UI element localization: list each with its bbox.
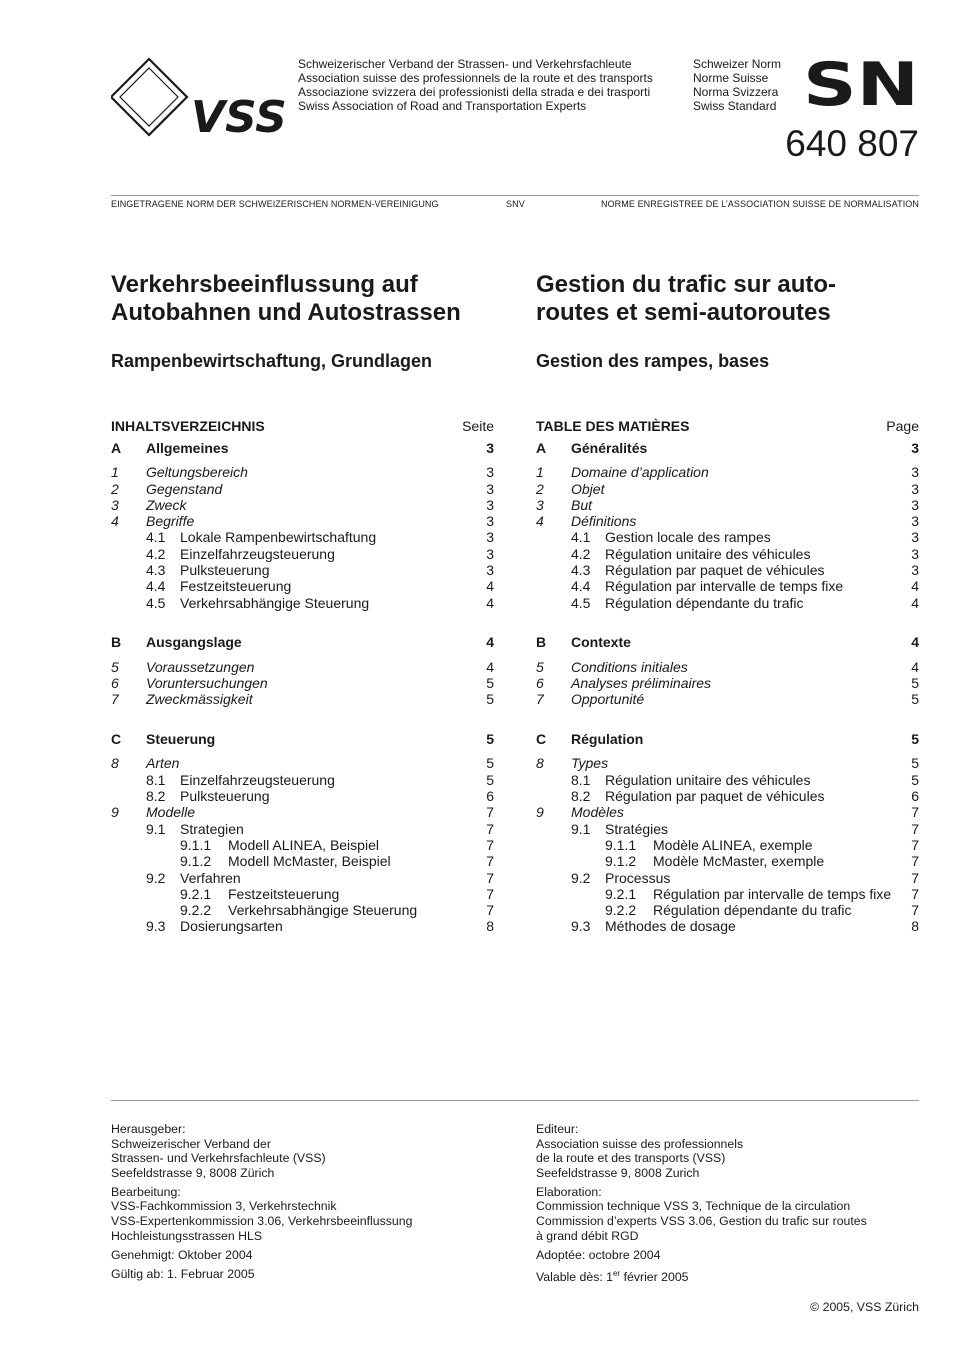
toc-entry-title: Steuerung xyxy=(146,731,216,748)
toc-entry-page: 7 xyxy=(911,853,919,870)
toc-entry-page: 3 xyxy=(486,440,494,456)
toc-entry xyxy=(536,837,919,853)
registration-fr: NORME ENREGISTREE DE L’ASSOCIATION SUISSE DE NORMALISATION xyxy=(600,199,919,209)
toc-entry-page: 4 xyxy=(911,634,919,651)
toc-entry-num: 4.4 xyxy=(571,578,591,595)
toc-entry-num: C xyxy=(536,731,547,748)
toc-entry-page: 3 xyxy=(486,480,494,497)
toc-entry-num: 8.2 xyxy=(571,788,591,805)
toc-entry-num: A xyxy=(111,440,122,456)
toc-entry xyxy=(536,772,919,788)
toc-entry-num: 3 xyxy=(111,496,119,513)
title-fr xyxy=(536,271,836,327)
toc-entry-title: Stratégies xyxy=(605,820,669,837)
toc-entry-page: 7 xyxy=(911,836,919,853)
toc-entry-num: A xyxy=(536,440,547,456)
toc-entry-num: 9.2.1 xyxy=(180,885,212,902)
toc-entry xyxy=(111,513,494,529)
norm-name: Schweizer Norm xyxy=(693,57,782,71)
toc-entry xyxy=(536,691,919,707)
toc-entry-title: Processus xyxy=(605,869,671,886)
toc-entry xyxy=(111,788,494,804)
toc-section xyxy=(111,731,494,747)
toc-header xyxy=(111,418,494,440)
toc-entry xyxy=(536,529,919,545)
toc-entry xyxy=(111,464,494,480)
toc-section xyxy=(536,440,919,456)
toc-entry-num: 6 xyxy=(111,675,119,692)
toc-entry-num: 4.1 xyxy=(571,529,591,546)
toc-entry-page: 5 xyxy=(911,675,919,692)
toc-entry xyxy=(111,804,494,820)
toc-rows xyxy=(536,440,919,935)
toc-spacer xyxy=(111,611,494,635)
toc-entry-num: 8.1 xyxy=(571,771,591,788)
toc-entry-page: 4 xyxy=(911,578,919,595)
toc-spacer xyxy=(111,456,494,464)
toc-entry-num: 9.1 xyxy=(571,820,591,837)
title-line: Verkehrsbeeinflussung auf xyxy=(111,271,418,298)
toc-entry-num: 7 xyxy=(536,691,544,708)
copyright: © 2005, VSS Zürich xyxy=(810,1300,919,1314)
toc-entry-title: Lokale Rampenbewirtschaftung xyxy=(180,529,377,546)
subtitle-fr: Gestion des rampes, bases xyxy=(536,351,770,371)
toc-entry-page: 3 xyxy=(911,562,919,579)
imprint-line: Hochleistungsstrassen HLS xyxy=(111,1228,263,1243)
toc-entry-title: Einzelfahrzeugsteuerung xyxy=(180,771,335,788)
imprint-line: Schweizerischer Verband der xyxy=(111,1136,271,1151)
toc-entry-num: 1 xyxy=(111,464,119,481)
toc-entry-num: 4.2 xyxy=(146,545,166,562)
toc-entry xyxy=(536,902,919,918)
toc-entry-num: 9.1.1 xyxy=(180,836,212,853)
imprint-block xyxy=(111,1248,412,1263)
toc-entry-num: 4 xyxy=(536,513,544,530)
toc-entry-page: 5 xyxy=(486,731,494,748)
toc-entry-num: 4.2 xyxy=(571,545,591,562)
imprint-block xyxy=(536,1122,867,1180)
toc-entry-num: 9 xyxy=(536,804,544,821)
toc-entry xyxy=(536,497,919,513)
toc-entry-title: Modell McMaster, Beispiel xyxy=(228,853,391,870)
toc-entry xyxy=(111,578,494,594)
toc-entry-title: Einzelfahrzeugsteuerung xyxy=(180,545,335,562)
imprint-line: VSS-Fachkommission 3, Verkehrstechnik xyxy=(111,1199,337,1214)
imprint-block xyxy=(536,1185,867,1243)
toc-entry-title: Régulation unitaire des véhicules xyxy=(605,545,811,562)
sn-mark-text: SN xyxy=(803,58,919,108)
subtitle-de: Rampenbewirtschaftung, Grundlagen xyxy=(111,351,433,371)
toc-entry xyxy=(111,529,494,545)
toc-entry-num: 9.2 xyxy=(571,869,591,886)
toc-entry-page: 3 xyxy=(911,529,919,546)
toc-entry-title: Régulation dépendante du trafic xyxy=(653,902,852,919)
toc-entry xyxy=(536,918,919,934)
association-line: Schweizerischer Verband der Strassen- und Verkehrsfachleute xyxy=(298,57,632,71)
imprint-line: Strassen- und Verkehrsfachleute (VSS) xyxy=(111,1151,326,1166)
toc-entry-page: 4 xyxy=(486,578,494,595)
toc-entry-title: Opportunité xyxy=(571,691,645,708)
imprint-line: Editeur: xyxy=(536,1122,579,1136)
imprint-line: Genehmigt: Oktober 2004 xyxy=(111,1247,253,1262)
toc-entry-title: Arten xyxy=(146,755,180,772)
header-divider xyxy=(111,195,919,196)
toc-entry-num: 9.1.1 xyxy=(605,836,637,853)
toc-entry xyxy=(536,578,919,594)
toc-entry-num: 5 xyxy=(111,658,119,675)
toc-entry-page: 6 xyxy=(911,788,919,805)
toc-entry-title: Pulksteuerung xyxy=(180,562,270,579)
toc-rows xyxy=(111,440,494,935)
imprint-line: Elaboration: xyxy=(536,1184,602,1199)
imprint-block xyxy=(536,1248,867,1263)
toc-entry-page: 3 xyxy=(486,529,494,546)
toc-entry-page: 3 xyxy=(911,480,919,497)
toc-entry-page: 5 xyxy=(911,731,919,748)
toc-entry-title: Allgemeines xyxy=(146,440,229,456)
association-line: Association suisse des professionnels de la route et des transports xyxy=(298,71,653,85)
toc-entry-title: Zweck xyxy=(146,496,187,513)
toc-entry-title: Régulation unitaire des véhicules xyxy=(605,771,811,788)
toc-entry-num: 9 xyxy=(111,804,119,821)
toc-spacer xyxy=(536,456,919,464)
logo-lettering: VSS xyxy=(191,92,287,139)
toc-entry xyxy=(536,886,919,902)
toc-entry-page: 5 xyxy=(486,691,494,708)
toc-entry-num: 4.3 xyxy=(571,562,591,579)
toc-entry-page: 5 xyxy=(486,675,494,692)
toc-entry-num: 8 xyxy=(536,755,544,772)
toc-spacer xyxy=(536,611,919,635)
toc-heading: TABLE DES MATIÈRES xyxy=(536,418,690,434)
toc-entry xyxy=(536,821,919,837)
toc-entry-title: Régulation par intervalle de temps fixe xyxy=(653,885,892,902)
toc-entry-title: Modell ALINEA, Beispiel xyxy=(228,836,379,853)
toc-entry-title: Régulation par paquet de véhicules xyxy=(605,788,825,805)
toc-entry-num: 4.1 xyxy=(146,529,166,546)
toc-entry xyxy=(536,595,919,611)
toc-entry xyxy=(536,562,919,578)
toc-entry-num: 4 xyxy=(111,513,119,530)
toc-entry-num: 3 xyxy=(536,496,544,513)
toc-entry-num: 4.5 xyxy=(146,594,166,611)
toc-entry-title: Voraussetzungen xyxy=(146,658,255,675)
toc-entry-num: 9.1.2 xyxy=(180,853,212,870)
title-de xyxy=(111,271,461,327)
toc-entry-title: Régulation par intervalle de temps fixe xyxy=(605,578,844,595)
association-line: Swiss Association of Road and Transportation Experts xyxy=(298,99,587,113)
toc-entry-page: 3 xyxy=(911,464,919,481)
toc-entry-page: 5 xyxy=(486,755,494,772)
toc-entry-num: 2 xyxy=(536,480,544,497)
toc-entry-page: 3 xyxy=(911,496,919,513)
toc-entry-title: Voruntersuchungen xyxy=(146,675,268,692)
toc-entry xyxy=(111,481,494,497)
toc-entry-title: Verfahren xyxy=(180,869,241,886)
toc-entry-page: 3 xyxy=(486,562,494,579)
toc-entry-title: Geltungsbereich xyxy=(146,464,248,481)
toc-entry-num: B xyxy=(536,634,547,651)
imprint-line: Bearbeitung: xyxy=(111,1184,181,1199)
sn-mark xyxy=(803,58,919,108)
norm-names xyxy=(693,57,781,113)
toc-entry xyxy=(536,788,919,804)
toc-entry-title: Verkehrsabhängige Steuerung xyxy=(180,594,370,611)
footer-divider xyxy=(111,1100,919,1101)
imprint-line: Association suisse des professionnels xyxy=(536,1136,744,1151)
toc-entry xyxy=(536,464,919,480)
imprint-line: Seefeldstrasse 9, 8008 Zurich xyxy=(536,1165,700,1180)
toc-entry-num: 9.1.2 xyxy=(605,853,637,870)
imprint-line: Seefeldstrasse 9, 8008 Zürich xyxy=(111,1165,275,1180)
toc-entry-page: 3 xyxy=(911,545,919,562)
association-names xyxy=(298,57,653,113)
toc-entry xyxy=(536,659,919,675)
toc-entry-num: 8.1 xyxy=(146,771,166,788)
norm-name: Norma Svizzera xyxy=(693,85,779,99)
toc-entry-title: Zweckmässigkeit xyxy=(146,691,253,708)
toc-entry xyxy=(111,886,494,902)
toc-entry xyxy=(536,853,919,869)
toc-entry-page: 3 xyxy=(911,440,919,456)
imprint-line: Herausgeber: xyxy=(111,1122,186,1136)
toc-entry-num: 9.1 xyxy=(146,820,166,837)
toc-entry-page: 7 xyxy=(911,885,919,902)
toc-entry-title: Modèle McMaster, exemple xyxy=(653,853,825,870)
toc-entry-num: 5 xyxy=(536,658,544,675)
title-line: Autobahnen und Autostrassen xyxy=(111,299,461,326)
toc-spacer xyxy=(536,651,919,659)
toc-entry-title: Pulksteuerung xyxy=(180,788,270,805)
toc-entry xyxy=(536,675,919,691)
toc-entry-num: 4.3 xyxy=(146,562,166,579)
toc-header xyxy=(536,418,919,440)
toc-entry-page: 5 xyxy=(911,755,919,772)
toc-fr xyxy=(536,418,919,935)
toc-entry-title: Conditions initiales xyxy=(571,658,688,675)
toc-entry-title: Festzeitsteuerung xyxy=(228,885,340,902)
toc-entry-title: Strategien xyxy=(180,820,244,837)
imprint-line: Adoptée: octobre 2004 xyxy=(536,1247,661,1262)
standard-number: 640 807 xyxy=(785,123,919,164)
imprint-blocks xyxy=(536,1122,867,1262)
toc-entry-title: Régulation dépendante du trafic xyxy=(605,594,804,611)
imprint-block xyxy=(111,1122,412,1180)
toc-spacer xyxy=(111,708,494,732)
toc-entry-page: 3 xyxy=(486,464,494,481)
toc-entry-page: 8 xyxy=(911,918,919,935)
toc-entry-title: Régulation par paquet de véhicules xyxy=(605,562,825,579)
toc-entry-title: Festzeitsteuerung xyxy=(180,578,292,595)
toc-entry-page: 7 xyxy=(486,869,494,886)
toc-spacer xyxy=(111,651,494,659)
toc-de xyxy=(111,418,494,935)
toc-entry-num: 9.2 xyxy=(146,869,166,886)
imprint-line: à grand débit RGD xyxy=(536,1228,639,1243)
toc-entry-page: 4 xyxy=(911,594,919,611)
imprint-line: Commission d’experts VSS 3.06, Gestion du trafic sur routes xyxy=(536,1214,867,1229)
toc-entry xyxy=(111,755,494,771)
toc-entry xyxy=(111,902,494,918)
toc-entry-page: 7 xyxy=(486,820,494,837)
toc-entry xyxy=(111,821,494,837)
imprint-line: VSS-Expertenkommission 3.06, Verkehrsbeeinflussung xyxy=(111,1214,413,1229)
toc-section xyxy=(536,731,919,747)
toc-entry-page: 4 xyxy=(911,658,919,675)
toc-page-label: Seite xyxy=(462,418,494,434)
toc-entry-title: Objet xyxy=(571,480,605,497)
toc-entry xyxy=(111,562,494,578)
toc-entry xyxy=(111,546,494,562)
imprint-de xyxy=(111,1122,412,1286)
toc-entry-num: 9.3 xyxy=(571,918,591,935)
toc-entry-page: 4 xyxy=(486,658,494,675)
toc-entry-num: 6 xyxy=(536,675,544,692)
toc-entry-page: 7 xyxy=(486,902,494,919)
toc-entry-page: 7 xyxy=(486,804,494,821)
toc-entry-page: 6 xyxy=(486,788,494,805)
toc-entry xyxy=(111,837,494,853)
toc-entry-title: But xyxy=(571,496,593,513)
toc-entry xyxy=(111,659,494,675)
toc-entry-num: 8.2 xyxy=(146,788,166,805)
toc-entry-title: Gestion locale des rampes xyxy=(605,529,771,546)
toc-entry-title: Généralités xyxy=(571,440,648,456)
toc-entry xyxy=(536,804,919,820)
registration-snv: SNV xyxy=(506,199,525,209)
toc-entry-title: Analyses préliminaires xyxy=(571,675,712,692)
toc-entry-num: 9.2.2 xyxy=(605,902,637,919)
toc-entry-title: Modelle xyxy=(146,804,196,821)
toc-entry-title: Modèle ALINEA, exemple xyxy=(653,836,813,853)
toc-entry-title: Méthodes de dosage xyxy=(605,918,736,935)
toc-entry xyxy=(536,755,919,771)
toc-entry-page: 4 xyxy=(486,594,494,611)
toc-entry-title: Domaine d’application xyxy=(571,464,709,481)
toc-entry-title: Modèles xyxy=(571,804,624,821)
toc-entry-num: 4.4 xyxy=(146,578,166,595)
toc-entry-title: Gegenstand xyxy=(146,480,223,497)
toc-spacer xyxy=(536,708,919,732)
toc-entry-num: 9.2.1 xyxy=(605,885,637,902)
imprint-block xyxy=(111,1267,412,1282)
toc-entry-num: 4.5 xyxy=(571,594,591,611)
toc-entry-num: C xyxy=(111,731,122,748)
toc-entry xyxy=(111,497,494,513)
imprint-fr xyxy=(536,1122,867,1289)
toc-entry xyxy=(111,918,494,934)
toc-entry-num: 8 xyxy=(111,755,119,772)
toc-entry-page: 3 xyxy=(486,545,494,562)
toc-entry xyxy=(111,675,494,691)
imprint-line: Commission technique VSS 3, Technique de la circulation xyxy=(536,1199,851,1214)
toc-entry-page: 3 xyxy=(911,513,919,530)
toc-entry xyxy=(536,546,919,562)
toc-entry-num: 1 xyxy=(536,464,544,481)
toc-entry-page: 7 xyxy=(486,885,494,902)
toc-entry-num: 9.3 xyxy=(146,918,166,935)
toc-entry-num: 2 xyxy=(111,480,119,497)
toc-entry-title: Ausgangslage xyxy=(146,634,242,651)
toc-spacer xyxy=(111,747,494,755)
toc-entry-page: 5 xyxy=(911,691,919,708)
toc-entry-page: 7 xyxy=(486,853,494,870)
toc-page-label: Page xyxy=(886,418,919,434)
norm-name: Swiss Standard xyxy=(693,99,777,113)
toc-entry xyxy=(536,870,919,886)
association-line: Associazione svizzera dei professionisti della strada e dei trasporti xyxy=(298,85,651,99)
toc-entry-title: Verkehrsabhängige Steuerung xyxy=(228,902,418,919)
toc-entry-page: 7 xyxy=(911,869,919,886)
toc-entry xyxy=(111,870,494,886)
toc-entry-num: B xyxy=(111,634,122,651)
toc-entry-page: 5 xyxy=(486,771,494,788)
toc-section xyxy=(111,440,494,456)
toc-entry-page: 7 xyxy=(911,820,919,837)
toc-entry xyxy=(111,595,494,611)
toc-entry-page: 7 xyxy=(486,836,494,853)
toc-entry xyxy=(536,513,919,529)
toc-entry-title: Dosierungsarten xyxy=(180,918,283,935)
norm-name: Norme Suisse xyxy=(693,71,769,85)
toc-section xyxy=(536,634,919,650)
imprint-line: de la route et des transports (VSS) xyxy=(536,1151,726,1166)
toc-entry-page: 3 xyxy=(486,496,494,513)
toc-entry-title: Begriffe xyxy=(146,513,195,530)
toc-entry-num: 9.2.2 xyxy=(180,902,212,919)
imprint-valid-from: Valable dès: 1er février 2005 xyxy=(536,1268,689,1284)
toc-entry-page: 5 xyxy=(911,771,919,788)
vss-logo xyxy=(111,57,289,139)
toc-entry xyxy=(111,772,494,788)
title-line: Gestion du trafic sur auto- xyxy=(536,271,837,298)
toc-heading: INHALTSVERZEICHNIS xyxy=(111,418,265,434)
toc-entry-page: 8 xyxy=(486,918,494,935)
registration-de: EINGETRAGENE NORM DER SCHWEIZERISCHEN NORMEN-VEREINIGUNG xyxy=(111,199,439,209)
toc-entry-title: Contexte xyxy=(571,634,631,651)
toc-entry-page: 7 xyxy=(911,804,919,821)
toc-entry xyxy=(536,481,919,497)
imprint-line: Gültig ab: 1. Februar 2005 xyxy=(111,1266,255,1281)
toc-entry xyxy=(111,691,494,707)
toc-entry-num: 7 xyxy=(111,691,119,708)
toc-entry-page: 3 xyxy=(486,513,494,530)
toc-entry-title: Régulation xyxy=(571,731,644,748)
imprint-block xyxy=(111,1185,412,1243)
toc-entry-title: Types xyxy=(571,755,609,772)
toc-entry-page: 4 xyxy=(486,634,494,651)
toc-section xyxy=(111,634,494,650)
toc-entry xyxy=(111,853,494,869)
toc-spacer xyxy=(536,747,919,755)
toc-entry-page: 7 xyxy=(911,902,919,919)
toc-entry-title: Définitions xyxy=(571,513,637,530)
title-line: routes et semi-autoroutes xyxy=(536,299,831,326)
